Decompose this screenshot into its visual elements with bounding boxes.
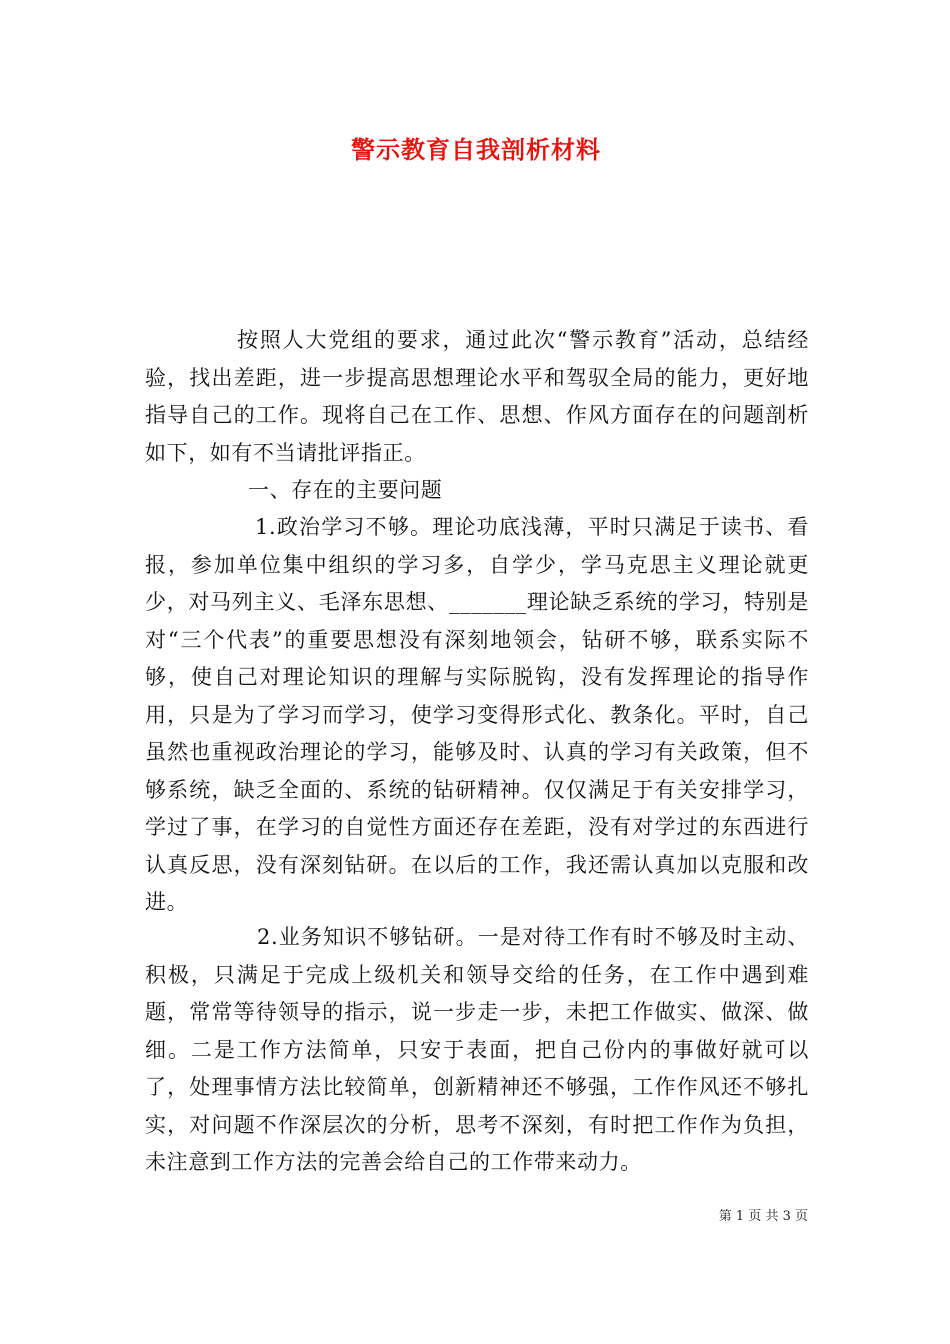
page-number-footer: 第 1 页 共 3 页: [718, 1209, 808, 1224]
document-title: 警示教育自我剖析材料: [351, 135, 601, 164]
point-2-paragraph: 2.业务知识不够钻研。一是对待工作有时不够及时主动、积极，只满足于完成上级机关和领导交给的任务，在工作中遇到难题，常常等待领导的指示，说一步走一步，未把工作做实、做深、做细。二是工作方法简单，只安于表面，把自己份内的事做好就可以了，处理事情方法比较简单，创新精神还不够强，工作作风还不够扎实，对问题不作深层次的分析，思考不深刻，有时把工作作为负担，未注意到工作方法的完善会给自己的工作带来动力。: [145, 925, 809, 1174]
intro-paragraph: 按照人大党组的要求，通过此次“警示教育”活动，总结经验，找出差距，进一步提高思想理论水平和驾驭全局的能力，更好地指导自己的工作。现将自己在工作、思想、作风方面存在的问题剖析如下，如有不当请批评指正。: [145, 328, 809, 465]
point-1-paragraph: 1.政治学习不够。理论功底浅薄，平时只满足于读书、看报，参加单位集中组织的学习多，自学少，学马克思主义理论就更少，对马列主义、毛泽东思想、_______理论缺乏系统的学习，特别是对“三个代表”的重要思想没有深刻地领会，钻研不够，联系实际不够，使自己对理论知识的理解与实际脱钩，没有发挥理论的指导作用，只是为了学习而学习，使学习变得形式化、教条化。平时，自己虽然也重视政治理论的学习，能够及时、认真的学习有关政策，但不够系统，缺乏全面的、系统的钻研精神。仅仅满足于有关安排学习，学过了事，在学习的自觉性方面还存在差距，没有对学过的东西进行认真反思，没有深刻钻研。在以后的工作，我还需认真加以克服和改进。: [145, 515, 809, 914]
section-heading: 一、存在的主要问题: [248, 478, 443, 502]
